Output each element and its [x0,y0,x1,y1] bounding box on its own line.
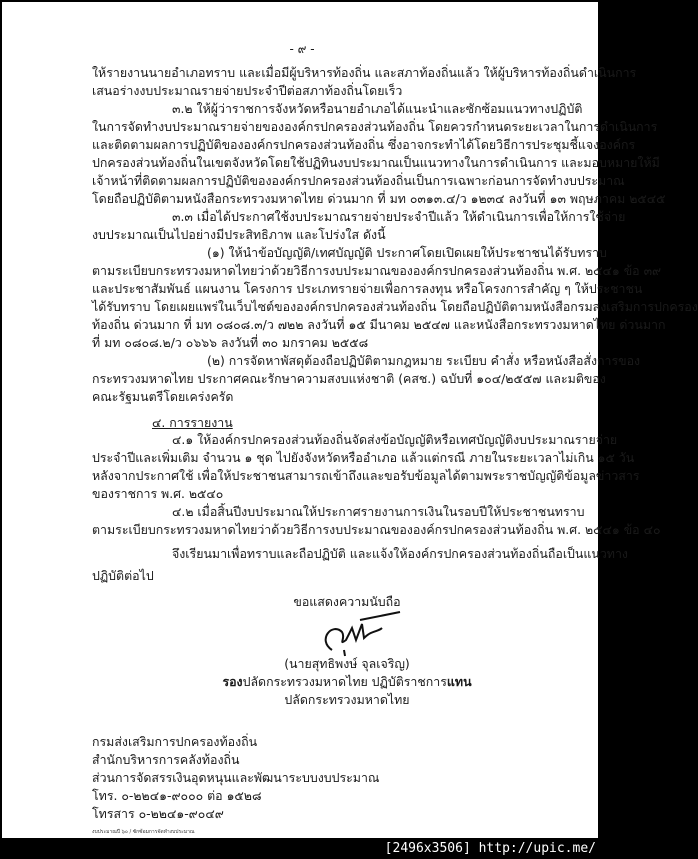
body-text-section-3 [92,64,698,406]
text-line: ที่ มท ๐๘๐๘.๒/ว ๐๖๖๖ ลงวันที่ ๓๐ มกราคม ๒๕๕๘ [92,335,369,350]
text-line: กระทรวงมหาดไทย ประกาศคณะรักษาความสงบแห่งชาติ (คสช.) ฉบับที่ ๑๐๔/๒๕๕๗ และมติของ [92,371,606,386]
text-line: ๓.๓ เมื่อได้ประกาศใช้งบประมาณรายจ่ายประจำปีแล้ว ให้ดำเนินการเพื่อให้การใช้จ่าย [172,209,626,224]
image-host-watermark: [2496x3506] http://upic.me/ [384,841,596,856]
handwritten-signature [312,610,402,656]
text-line: ของราชการ พ.ศ. ๒๕๔๐ [92,486,224,501]
text-line: เจ้าหน้าที่ติดตามผลการปฏิบัติขององค์กรปกครองส่วนท้องถิ่นเป็นการเฉพาะก่อนการจัดทำงบประมาณ [92,173,625,188]
sender-department: กรมส่งเสริมการปกครองท้องถิ่น [92,734,258,749]
footer-note: งบประมาณปี ๖๐ / ซักซ้อมการจัดทำงบประมาณ [92,829,195,835]
sender-bureau: สำนักบริหารการคลังท้องถิ่น [92,752,240,767]
sender-division: ส่วนการจัดสรรเงินอุดหนุนและพัฒนาระบบงบประมาณ [92,770,380,785]
title-middle: ปลัดกระทรวงมหาดไทย ปฏิบัติราชการ [242,674,447,689]
sender-fax: โทรสาร ๐-๒๒๔๑-๙๐๔๙ [92,806,224,821]
closing-text [92,545,628,585]
title-prefix: รอง [222,674,243,689]
signatory-name: (นายสุทธิพงษ์ จุลเจริญ) [284,656,410,671]
text-line: หลังจากประกาศใช้ เพื่อให้ประชาชนสามารถเข้าถึงและขอรับข้อมูลได้ตามพระราชบัญญัติข้อมูลข่าวสาร [92,468,640,483]
text-line: คณะรัฐมนตรีโดยเคร่งครัด [92,389,234,404]
sender-block [92,733,379,823]
text-line: ๓.๒ ให้ผู้ว่าราชการจังหวัดหรือนายอำเภอได้แนะนำและซักซ้อมแนวทางปฏิบัติ [172,101,583,116]
section-4-heading: ๔. การรายงาน [152,415,233,430]
sender-phone: โทร. ๐-๒๒๔๑-๙๐๐๐ ต่อ ๑๕๒๘ [92,788,262,803]
text-line: ท้องถิ่น ด่วนมาก ที่ มท ๐๘๐๘.๓/ว ๗๒๒ ลงวันที่ ๑๕ มีนาคม ๒๕๔๗ และหนังสือกระทรวงมหาดไทย ด่วนมาก [92,317,666,332]
signatory-title [202,673,492,691]
text-line: ให้รายงานนายอำเภอทราบ และเมื่อมีผู้บริหารท้องถิ่น และสภาท้องถิ่นแล้ว ให้ผู้บริหารท้องถิ่นดำเนินการ [92,65,637,80]
body-text-section-4 [92,431,661,539]
signatory-title-line2: ปลัดกระทรวงมหาดไทย [284,692,410,707]
text-line: จึงเรียนมาเพื่อทราบและถือปฏิบัติ และแจ้งให้องค์กรปกครองส่วนท้องถิ่นถือเป็นแนวทาง [172,546,628,561]
text-line: ตามระเบียบกระทรวงมหาดไทยว่าด้วยวิธีการงบประมาณขององค์กรปกครองส่วนท้องถิ่น พ.ศ. ๒๕๔๑ ข้อ ๔๐ [92,522,661,537]
salutation: ขอแสดงความนับถือ [293,594,401,609]
text-line: ๔.๒ เมื่อสิ้นปีงบประมาณให้ประกาศรายงานการเงินในรอบปีให้ประชาชนทราบ [172,504,585,519]
document-page [2,2,698,838]
text-line: ในการจัดทำงบประมาณรายจ่ายขององค์กรปกครองส่วนท้องถิ่น โดยควรกำหนดระยะเวลาในการดำเนินการ [92,119,658,134]
text-line: และติดตามผลการปฏิบัติขององค์กรปกครองส่วนท้องถิ่น ซึ่งอาจกระทำได้โดยวิธีการประชุมชี้แจงองค์กร [92,137,636,152]
text-line: ตามระเบียบกระทรวงมหาดไทยว่าด้วยวิธีการงบประมาณขององค์กรปกครองส่วนท้องถิ่น พ.ศ. ๒๕๔๑ ข้อ ๓๙ [92,263,662,278]
text-line: เสนอร่างงบประมาณรายจ่ายประจำปีต่อสภาท้องถิ่นโดยเร็ว [92,83,403,98]
text-line: ปกครองส่วนท้องถิ่นในเขตจังหวัดโดยใช้ปฏิทินงบประมาณเป็นแนวทางในการดำเนินการ และมอบหมายให้มี [92,155,660,170]
text-line: งบประมาณเป็นไปอย่างมีประสิทธิภาพ และโปร่งใส ดังนี้ [92,227,386,242]
text-line: ๔.๑ ให้องค์กรปกครองส่วนท้องถิ่นจัดส่งข้อบัญญัติหรือเทศบัญญัติงบประมาณรายจ่าย [172,432,618,447]
text-line: (๑) ให้นำข้อบัญญัติ/เทศบัญญัติ ประกาศโดยเปิดเผยให้ประชาชนได้รับทราบ [207,245,607,260]
title-suffix: แทน [446,674,472,689]
page-number: - ๙ - [289,42,315,56]
text-line: ประจำปีและเพิ่มเติม จำนวน ๑ ชุด ไปยังจังหวัดหรืออำเภอ แล้วแต่กรณี ภายในระยะเวลาไม่เกิน ๑๕ วัน [92,450,635,465]
text-line: (๒) การจัดหาพัสดุต้องถือปฏิบัติตามกฎหมาย ระเบียบ คำสั่ง หรือหนังสือสั่งการของ [207,353,641,368]
text-line: ได้รับทราบ โดยเผยแพร่ในเว็บไซต์ขององค์กรปกครองส่วนท้องถิ่น โดยถือปฏิบัติตามหนังสือกรมส่งเสริมการปกครอง [92,299,698,314]
text-line: ปฏิบัติต่อไป [92,568,154,583]
text-line: และประชาสัมพันธ์ แผนงาน โครงการ ประเภทรายจ่ายเพื่อการลงทุน หรือโครงการสำคัญ ๆ ให้ประชาชน [92,281,643,296]
text-line: โดยถือปฏิบัติตามหนังสือกระทรวงมหาดไทย ด่วนมาก ที่ มท ๐๓๑๓.๔/ว ๑๒๓๔ ลงวันที่ ๑๓ พฤษภาคม ๒๕๔๕ [92,191,666,206]
